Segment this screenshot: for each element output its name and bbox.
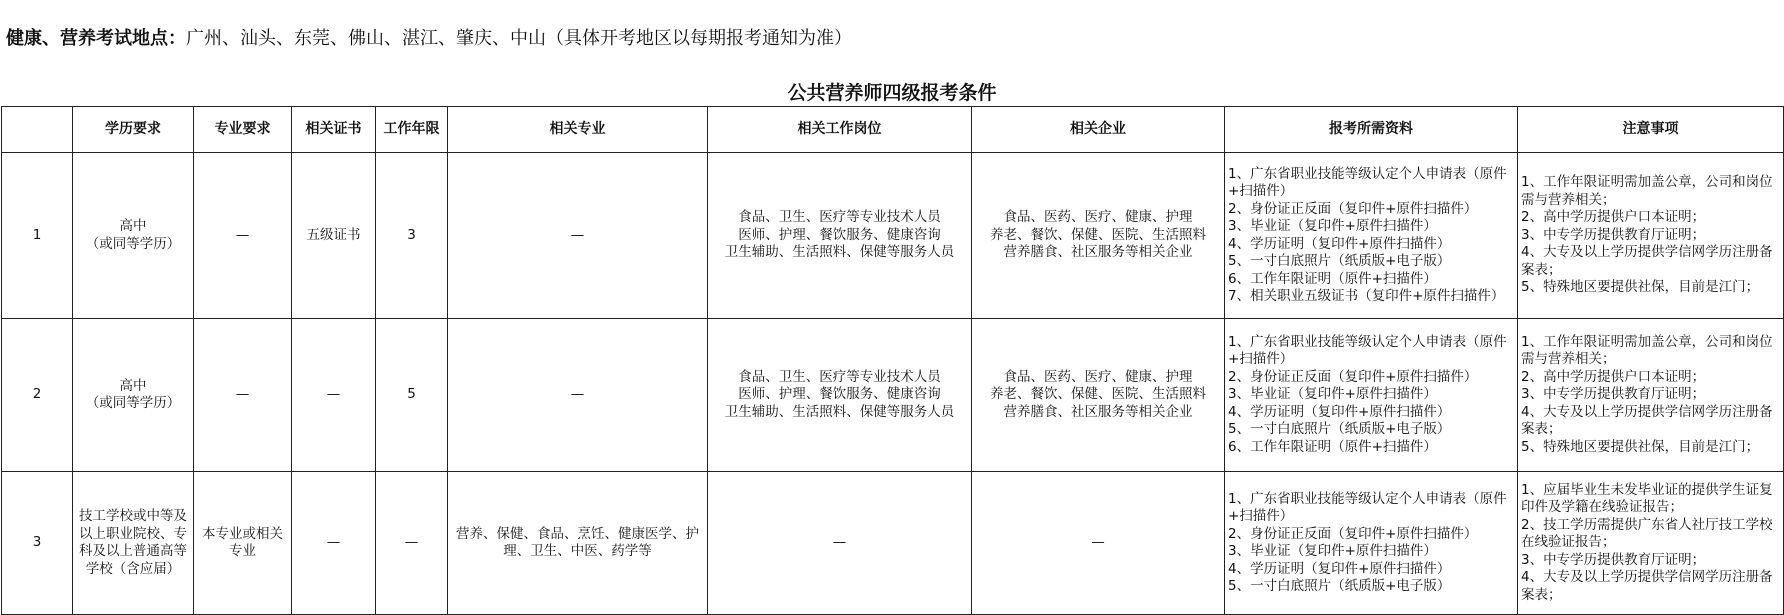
exam-location-text: 广州、汕头、东莞、佛山、湛江、肇庆、中山（具体开考地区以每期报考通知为准） bbox=[186, 28, 852, 49]
note-item: 2、技工学历需提供广东省人社厅技工学校在线验证报告； bbox=[1521, 516, 1773, 551]
education-line: （或同等学历） bbox=[85, 235, 181, 252]
note-item: 5、特殊地区要提供社保，目前是江门； bbox=[1521, 279, 1760, 296]
materials-cell bbox=[1225, 153, 1518, 319]
material-item: 2、身份证正反面（复印件+原件扫描件） bbox=[1228, 200, 1478, 217]
note-item: 1、应届毕业生未发毕业证的提供学生证复印件及学籍在线验证报告； bbox=[1521, 481, 1773, 516]
material-item: 6、工作年限证明（原件+扫描件） bbox=[1228, 438, 1437, 455]
table-row bbox=[2, 153, 1784, 319]
material-item: 5、一寸白底照片（纸质版+电子版） bbox=[1228, 578, 1451, 594]
note-item: 4、大专及以上学历提供学信网学历注册备案表； bbox=[1521, 569, 1773, 603]
note-item: 1、工作年限证明需加盖公章，公司和岗位需与营养相关； bbox=[1521, 174, 1773, 208]
job-line: 卫生辅助、生活照料、保健等服务人员 bbox=[724, 244, 955, 261]
material-item: 4、学历证明（复印件+原件扫描件） bbox=[1228, 403, 1451, 420]
material-item: 1、广东省职业技能等级认定个人申请表（原件+扫描件） bbox=[1228, 490, 1507, 524]
material-item: 3、毕业证（复印件+原件扫描件） bbox=[1228, 543, 1437, 559]
related-jobs-cell bbox=[708, 472, 972, 615]
note-item: 3、中专学历提供教育厅证明； bbox=[1521, 226, 1706, 243]
education-line: 高中 bbox=[119, 218, 147, 234]
work-years-cell: 5 bbox=[376, 319, 448, 472]
row-number: 1 bbox=[2, 153, 73, 319]
header-education: 学历要求 bbox=[73, 107, 194, 153]
material-item: 2、身份证正反面（复印件+原件扫描件） bbox=[1228, 368, 1478, 385]
materials-cell bbox=[1225, 472, 1518, 615]
related-jobs-cell bbox=[708, 319, 972, 472]
education-cell bbox=[73, 472, 194, 615]
job-line: 食品、卫生、医疗等专业技术人员 bbox=[738, 368, 941, 385]
row-number: 2 bbox=[2, 319, 73, 472]
job-line: 食品、卫生、医疗等专业技术人员 bbox=[738, 209, 941, 226]
header-materials: 报考所需资料 bbox=[1225, 107, 1518, 153]
work-years-cell: — bbox=[376, 472, 448, 615]
education-cell bbox=[73, 153, 194, 319]
job-line: 医师、护理、餐饮服务、健康咨询 bbox=[738, 386, 941, 403]
major-requirement-cell: 本专业或相关专业 bbox=[194, 472, 292, 615]
material-item: 3、毕业证（复印件+原件扫描件） bbox=[1228, 386, 1437, 403]
header-related-major: 相关专业 bbox=[448, 107, 708, 153]
table-title: 公共营养师四级报考条件 bbox=[787, 82, 997, 104]
note-item: 4、大专及以上学历提供学信网学历注册备案表； bbox=[1521, 403, 1773, 438]
notes-cell bbox=[1518, 319, 1784, 472]
company-line: 食品、医药、医疗、健康、护理 bbox=[1003, 368, 1193, 385]
company-line: 营养膳食、社区服务等相关企业 bbox=[1003, 403, 1193, 420]
education-line: 高中 bbox=[119, 377, 147, 394]
header-index bbox=[2, 107, 73, 153]
header-major-requirement: 专业要求 bbox=[194, 107, 292, 153]
exam-location-label: 健康、营养考试地点： bbox=[6, 28, 186, 49]
material-item: 1、广东省职业技能等级认定个人申请表（原件+扫描件） bbox=[1228, 165, 1507, 199]
row-number: 3 bbox=[2, 472, 73, 615]
job-line: 医师、护理、餐饮服务、健康咨询 bbox=[738, 226, 941, 243]
requirements-table bbox=[1, 106, 1784, 615]
exam-location bbox=[6, 24, 852, 50]
work-years-cell: 3 bbox=[376, 153, 448, 319]
header-work-years: 工作年限 bbox=[376, 107, 448, 153]
note-item: 2、高中学历提供户口本证明； bbox=[1521, 209, 1706, 226]
header-row bbox=[2, 107, 1784, 153]
note-item: 3、中专学历提供教育厅证明； bbox=[1521, 551, 1706, 568]
material-item: 3、毕业证（复印件+原件扫描件） bbox=[1228, 218, 1437, 234]
material-item: 2、身份证正反面（复印件+原件扫描件） bbox=[1228, 525, 1478, 542]
material-item: 4、学历证明（复印件+原件扫描件） bbox=[1228, 560, 1451, 577]
note-item: 5、特殊地区要提供社保，目前是江门； bbox=[1521, 438, 1760, 455]
header-certificate: 相关证书 bbox=[292, 107, 376, 153]
table-row bbox=[2, 472, 1784, 615]
material-item: 6、工作年限证明（原件+扫描件） bbox=[1228, 270, 1437, 287]
certificate-cell: 五级证书 bbox=[292, 153, 376, 319]
company-line: 营养膳食、社区服务等相关企业 bbox=[1003, 244, 1193, 261]
notes-cell bbox=[1518, 472, 1784, 615]
material-item: 7、相关职业五级证书（复印件+原件扫描件） bbox=[1228, 288, 1505, 304]
related-companies-cell bbox=[972, 319, 1225, 472]
company-line: — bbox=[1091, 534, 1105, 551]
material-item: 5、一寸白底照片（纸质版+电子版） bbox=[1228, 253, 1451, 269]
table-row bbox=[2, 319, 1784, 472]
related-companies-cell bbox=[972, 472, 1225, 615]
major-requirement-cell: — bbox=[194, 153, 292, 319]
major-requirement-cell: — bbox=[194, 319, 292, 472]
related-major-cell: — bbox=[448, 319, 708, 472]
job-line: 卫生辅助、生活照料、保健等服务人员 bbox=[724, 403, 955, 420]
material-item: 4、学历证明（复印件+原件扫描件） bbox=[1228, 235, 1451, 252]
education-line: 技工学校或中等及以上职业院校、专科及以上普通高等学校（含应届） bbox=[79, 508, 187, 577]
note-item: 1、工作年限证明需加盖公章，公司和岗位需与营养相关； bbox=[1521, 333, 1773, 368]
material-item: 1、广东省职业技能等级认定个人申请表（原件+扫描件） bbox=[1228, 333, 1507, 368]
note-item: 3、中专学历提供教育厅证明； bbox=[1521, 386, 1706, 403]
related-companies-cell bbox=[972, 153, 1225, 319]
note-item: 4、大专及以上学历提供学信网学历注册备案表； bbox=[1521, 244, 1773, 278]
education-cell bbox=[73, 319, 194, 472]
certificate-cell: — bbox=[292, 472, 376, 615]
company-line: 养老、餐饮、保健、医院、生活照料 bbox=[990, 226, 1206, 243]
material-item: 5、一寸白底照片（纸质版+电子版） bbox=[1228, 421, 1451, 438]
company-line: 食品、医药、医疗、健康、护理 bbox=[1003, 209, 1193, 226]
header-related-companies: 相关企业 bbox=[972, 107, 1225, 153]
materials-cell bbox=[1225, 319, 1518, 472]
notes-cell bbox=[1518, 153, 1784, 319]
education-line: （或同等学历） bbox=[85, 395, 181, 411]
company-line: 养老、餐饮、保健、医院、生活照料 bbox=[990, 386, 1206, 403]
header-notes: 注意事项 bbox=[1518, 107, 1784, 153]
related-major-cell: 营养、保健、食品、烹饪、健康医学、护理、卫生、中医、药学等 bbox=[448, 472, 708, 615]
certificate-cell: — bbox=[292, 319, 376, 472]
related-jobs-cell bbox=[708, 153, 972, 319]
header-related-jobs: 相关工作岗位 bbox=[708, 107, 972, 153]
related-major-cell: — bbox=[448, 153, 708, 319]
note-item: 2、高中学历提供户口本证明； bbox=[1521, 368, 1706, 385]
job-line: — bbox=[832, 534, 847, 551]
